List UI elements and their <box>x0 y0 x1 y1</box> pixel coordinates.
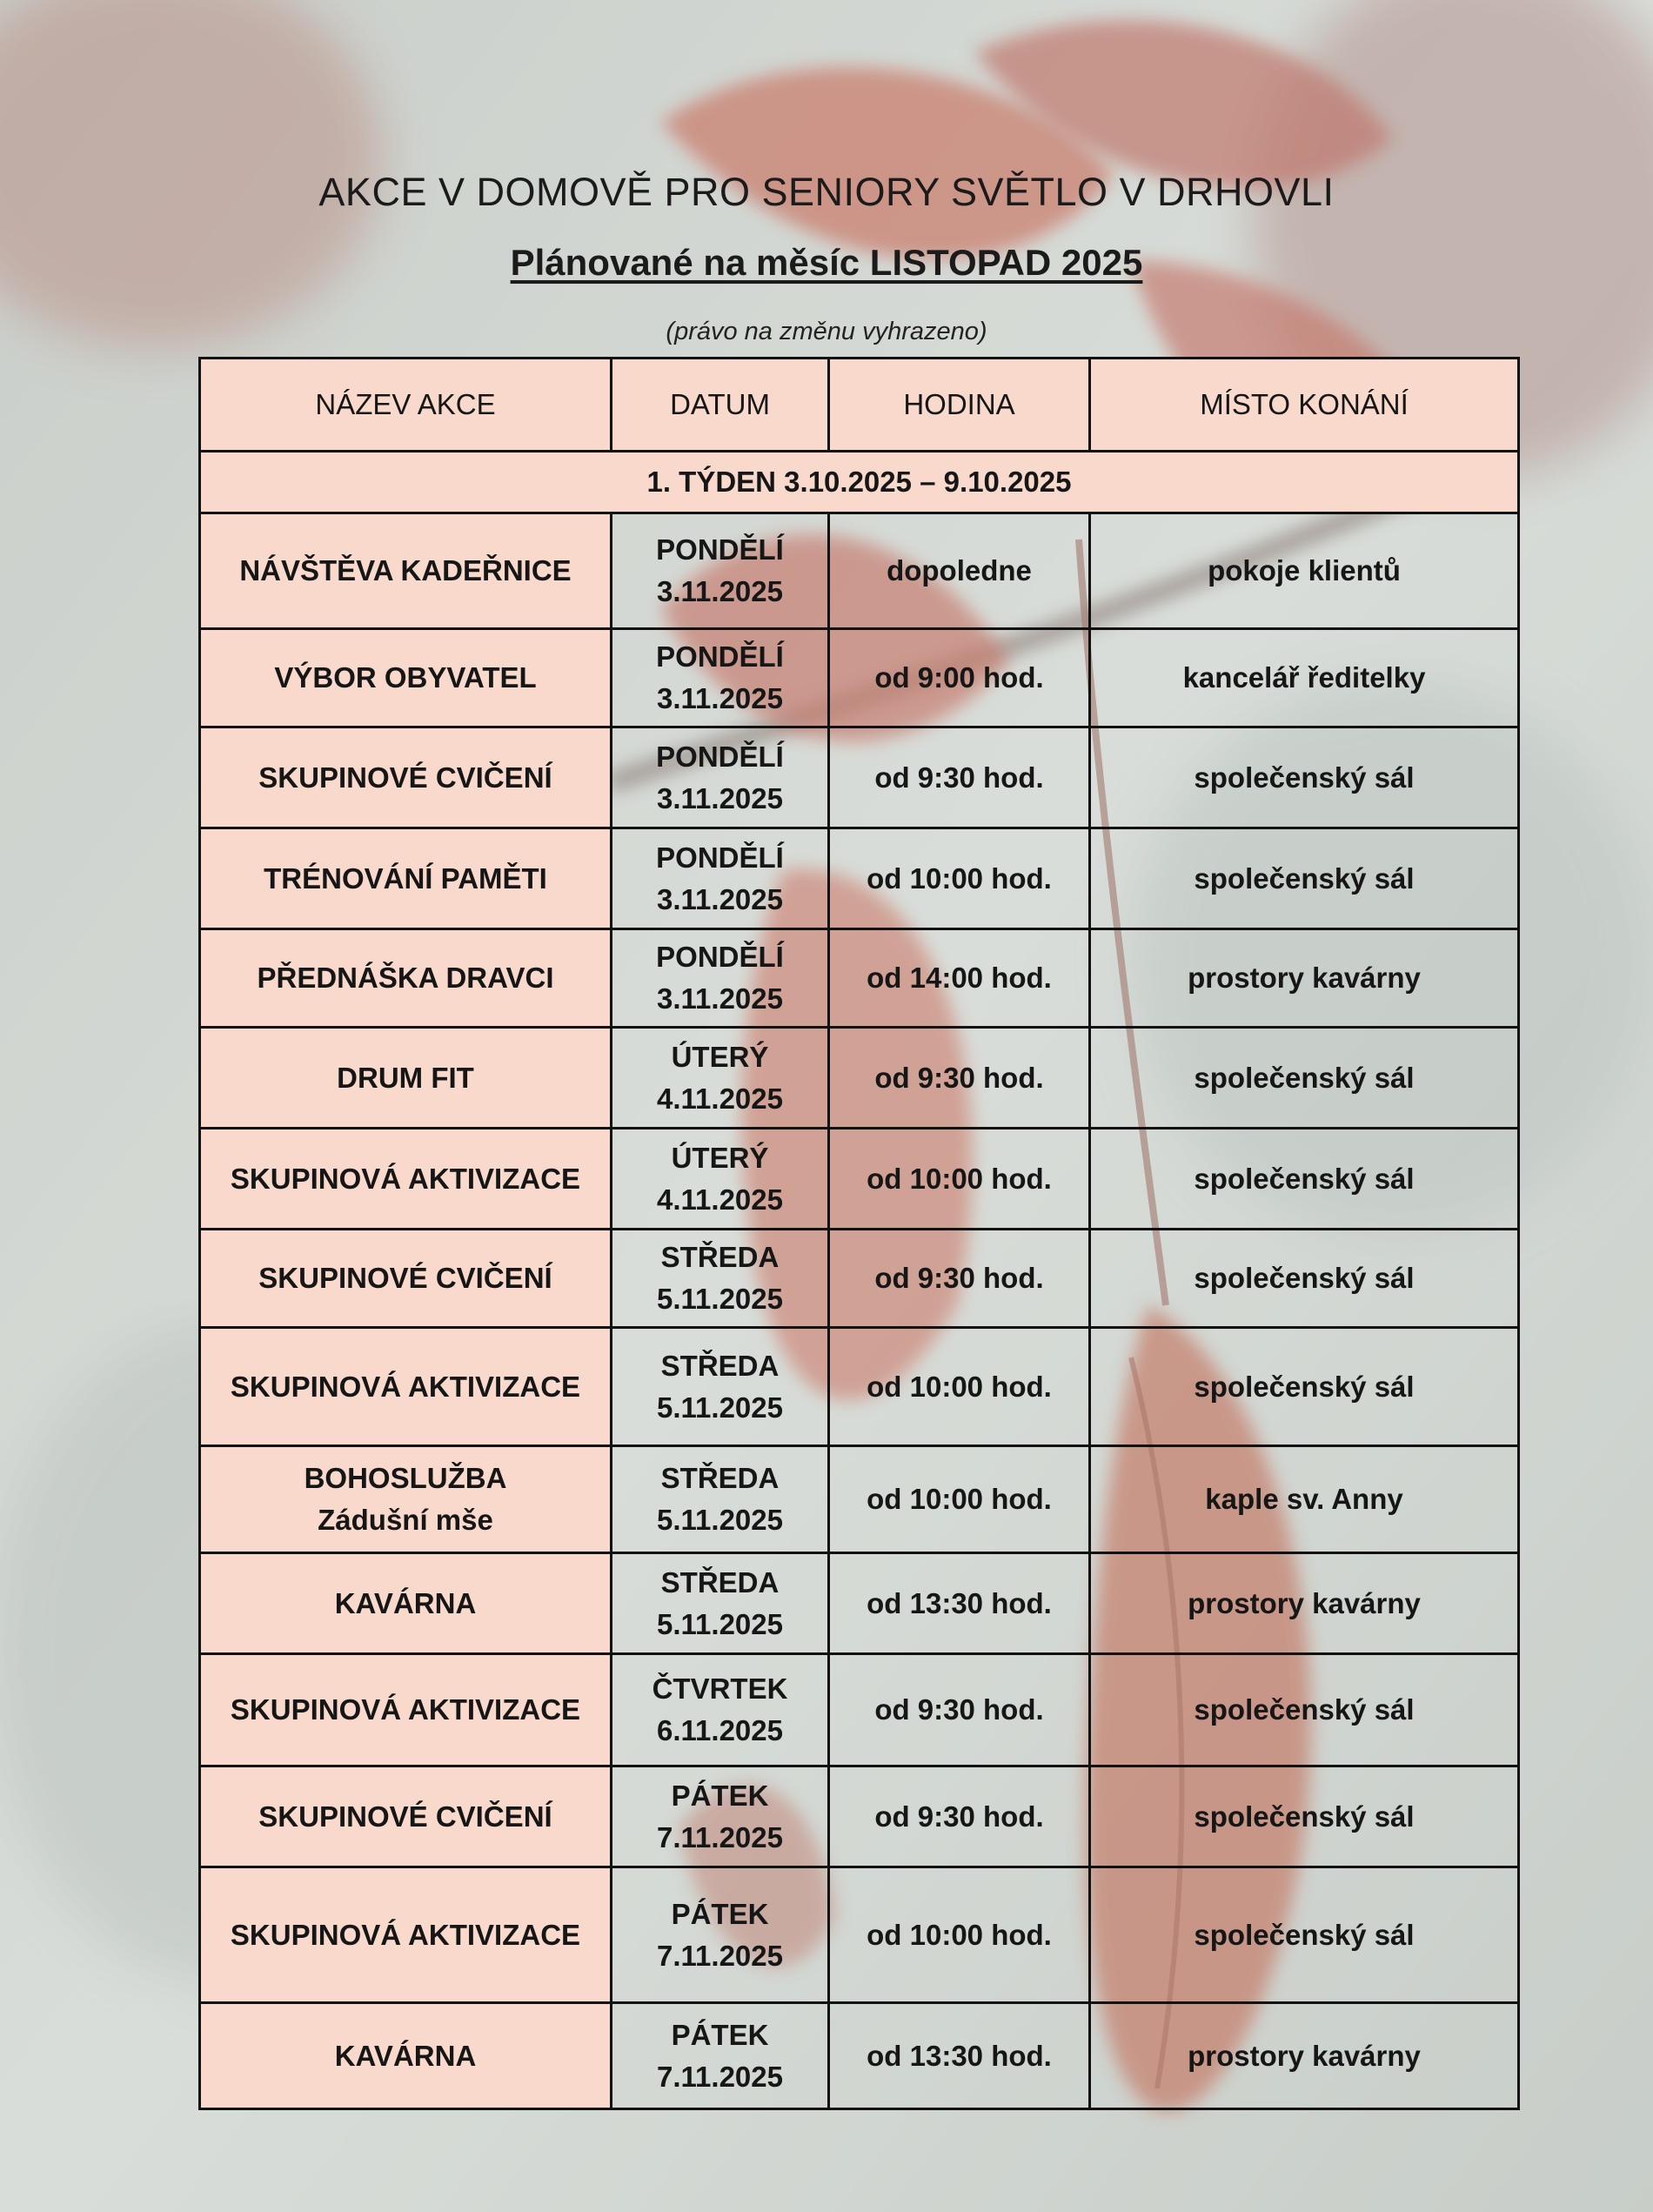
event-date-cell <box>612 629 829 727</box>
event-time: od 10:00 hod. <box>829 1867 1090 2003</box>
event-place: prostory kavárny <box>1090 1553 1519 1654</box>
event-name: KAVÁRNA <box>334 1586 477 1619</box>
event-name-cell <box>200 2003 612 2109</box>
event-day: PONDĚLÍ <box>656 640 784 673</box>
event-day: STŘEDA <box>660 1462 780 1494</box>
event-day: PÁTEK <box>671 2018 769 2051</box>
event-place: společenský sál <box>1090 1766 1519 1867</box>
event-name-cell <box>200 1446 612 1553</box>
table-row <box>200 1867 1519 2003</box>
event-time: od 9:30 hod. <box>829 727 1090 828</box>
event-time: dopoledne <box>829 513 1090 629</box>
event-date-cell <box>612 1654 829 1766</box>
event-name-detail: Zádušní mše <box>318 1504 493 1536</box>
event-time: od 13:30 hod. <box>829 2003 1090 2109</box>
column-header-place: MÍSTO KONÁNÍ <box>1090 359 1519 452</box>
event-name-cell <box>200 1654 612 1766</box>
event-date: 3.11.2025 <box>657 575 783 607</box>
event-date-cell <box>612 1446 829 1553</box>
event-day: PONDĚLÍ <box>656 941 784 973</box>
event-date: 4.11.2025 <box>657 1082 783 1115</box>
event-place: společenský sál <box>1090 1867 1519 2003</box>
disclaimer-note: (právo na změnu vyhrazeno) <box>666 318 987 345</box>
week-label: 1. TÝDEN 3.10.2025 – 9.10.2025 <box>200 452 1519 513</box>
event-day: PONDĚLÍ <box>656 533 784 566</box>
page-subtitle: Plánované na měsíc LISTOPAD 2025 <box>510 242 1143 283</box>
table-row <box>200 1654 1519 1766</box>
event-date-cell <box>612 1553 829 1654</box>
event-place: prostory kavárny <box>1090 929 1519 1028</box>
event-time: od 9:30 hod. <box>829 1230 1090 1328</box>
event-date-cell <box>612 828 829 929</box>
event-date-cell <box>612 513 829 629</box>
week-row <box>200 452 1519 513</box>
event-date-cell <box>612 2003 829 2109</box>
event-date: 7.11.2025 <box>657 2060 783 2093</box>
event-place: kaple sv. Anny <box>1090 1446 1519 1553</box>
column-header-name: NÁZEV AKCE <box>200 359 612 452</box>
event-name-cell <box>200 1867 612 2003</box>
column-header-date: DATUM <box>612 359 829 452</box>
event-place: společenský sál <box>1090 1129 1519 1230</box>
event-place: kancelář ředitelky <box>1090 629 1519 727</box>
event-time: od 9:30 hod. <box>829 1766 1090 1867</box>
event-day: PONDĚLÍ <box>656 740 784 773</box>
event-date: 5.11.2025 <box>657 1504 783 1536</box>
page-title: AKCE V DOMOVĚ PRO SENIORY SVĚTLO V DRHOVLI <box>318 170 1335 214</box>
event-place: společenský sál <box>1090 727 1519 828</box>
table-row <box>200 828 1519 929</box>
event-place: společenský sál <box>1090 1028 1519 1129</box>
event-time: od 10:00 hod. <box>829 828 1090 929</box>
event-place: společenský sál <box>1090 1230 1519 1328</box>
table-row <box>200 629 1519 727</box>
event-date: 4.11.2025 <box>657 1183 783 1216</box>
event-name-cell <box>200 1129 612 1230</box>
event-date-cell <box>612 727 829 828</box>
event-place: společenský sál <box>1090 1654 1519 1766</box>
event-day: PONDĚLÍ <box>656 841 784 874</box>
event-date: 6.11.2025 <box>657 1714 783 1746</box>
table-row <box>200 1028 1519 1129</box>
column-header-time: HODINA <box>829 359 1090 452</box>
event-time: od 9:30 hod. <box>829 1028 1090 1129</box>
event-day: ÚTERÝ <box>671 1141 769 1174</box>
table-row <box>200 1553 1519 1654</box>
event-date: 3.11.2025 <box>657 982 783 1015</box>
table-row <box>200 1766 1519 1867</box>
event-name: DRUM FIT <box>337 1061 474 1094</box>
event-date: 3.11.2025 <box>657 682 783 714</box>
event-name: BOHOSLUŽBA <box>304 1462 507 1494</box>
event-day: STŘEDA <box>660 1565 780 1599</box>
event-time: od 13:30 hod. <box>829 1553 1090 1654</box>
table-row <box>200 1129 1519 1230</box>
event-name-cell <box>200 1553 612 1654</box>
table-row <box>200 1446 1519 1553</box>
table-row <box>200 1230 1519 1328</box>
table-header-row <box>200 359 1519 452</box>
event-name-cell <box>200 1328 612 1446</box>
event-time: od 9:30 hod. <box>829 1654 1090 1766</box>
event-date-cell <box>612 1867 829 2003</box>
event-name-cell <box>200 1028 612 1129</box>
event-date-cell <box>612 1129 829 1230</box>
event-place: společenský sál <box>1090 1328 1519 1446</box>
event-date-cell <box>612 1028 829 1129</box>
event-day: STŘEDA <box>660 1241 780 1273</box>
event-day: PÁTEK <box>671 1897 769 1930</box>
event-time: od 10:00 hod. <box>829 1129 1090 1230</box>
event-name: PŘEDNÁŠKA DRAVCI <box>257 962 554 994</box>
event-date: 5.11.2025 <box>657 1607 783 1640</box>
event-day: PÁTEK <box>671 1779 769 1812</box>
table-row <box>200 2003 1519 2109</box>
event-name: TRÉNOVÁNÍ PAMĚTI <box>264 861 547 895</box>
event-time: od 10:00 hod. <box>829 1328 1090 1446</box>
event-place: pokoje klientů <box>1090 513 1519 629</box>
event-name-cell <box>200 929 612 1028</box>
event-name-cell <box>200 1230 612 1328</box>
event-name: SKUPINOVÉ CVIČENÍ <box>258 761 552 794</box>
event-date: 3.11.2025 <box>657 882 783 915</box>
event-name: SKUPINOVÉ CVIČENÍ <box>258 1262 552 1294</box>
event-date-cell <box>612 1766 829 1867</box>
event-date: 7.11.2025 <box>657 1820 783 1853</box>
event-date-cell <box>612 1230 829 1328</box>
event-name: SKUPINOVÉ CVIČENÍ <box>258 1800 552 1833</box>
event-place: společenský sál <box>1090 828 1519 929</box>
event-time: od 9:00 hod. <box>829 629 1090 727</box>
event-date: 5.11.2025 <box>657 1391 783 1424</box>
event-day: ČTVRTEK <box>652 1672 788 1705</box>
table-row <box>200 929 1519 1028</box>
event-time: od 10:00 hod. <box>829 1446 1090 1553</box>
event-time: od 14:00 hod. <box>829 929 1090 1028</box>
event-name-cell <box>200 513 612 629</box>
event-name: SKUPINOVÁ AKTIVIZACE <box>230 1918 581 1951</box>
event-day: STŘEDA <box>660 1349 780 1382</box>
event-name-cell <box>200 727 612 828</box>
event-date: 3.11.2025 <box>657 781 783 814</box>
event-name: SKUPINOVÁ AKTIVIZACE <box>230 1370 581 1403</box>
event-date: 7.11.2025 <box>657 1939 783 1972</box>
event-date: 5.11.2025 <box>657 1283 783 1315</box>
table-row <box>200 727 1519 828</box>
event-date-cell <box>612 929 829 1028</box>
schedule-table <box>198 357 1520 2110</box>
event-name-cell <box>200 1766 612 1867</box>
event-day: ÚTERÝ <box>671 1040 769 1073</box>
table-row <box>200 513 1519 629</box>
event-name-cell <box>200 828 612 929</box>
event-place: prostory kavárny <box>1090 2003 1519 2109</box>
event-name: VÝBOR OBYVATEL <box>274 661 537 694</box>
event-name: SKUPINOVÁ AKTIVIZACE <box>230 1162 581 1195</box>
event-name: NÁVŠTĚVA KADEŘNICE <box>239 554 572 587</box>
event-name: SKUPINOVÁ AKTIVIZACE <box>230 1693 581 1726</box>
event-name-cell <box>200 629 612 727</box>
event-date-cell <box>612 1328 829 1446</box>
table-row <box>200 1328 1519 1446</box>
event-name: KAVÁRNA <box>334 2039 477 2072</box>
